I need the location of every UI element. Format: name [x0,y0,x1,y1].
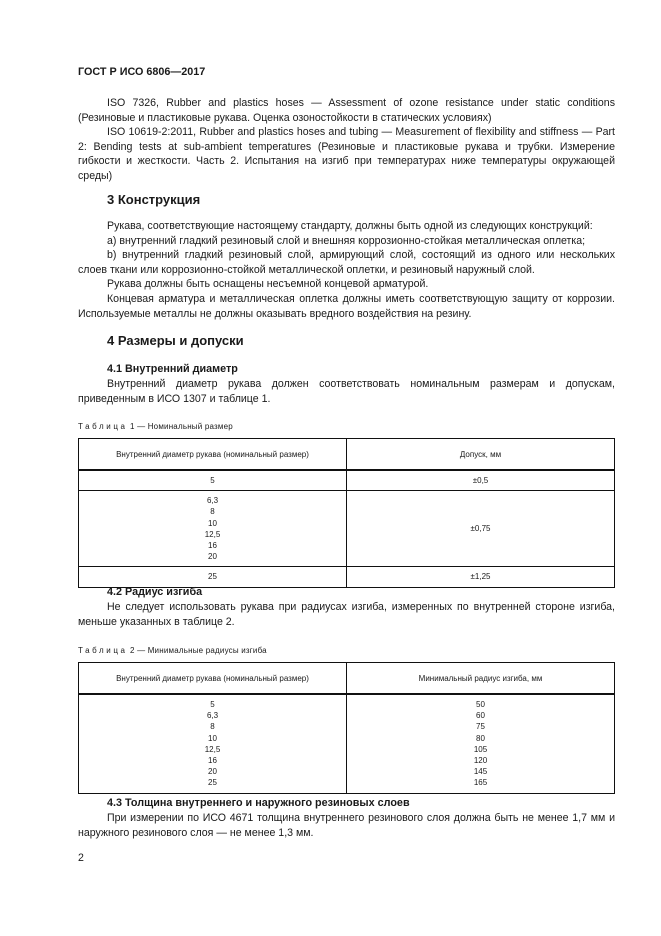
section-4-3 [78,796,615,840]
cell-value: 12,5 [204,529,221,539]
table-1 [78,438,615,588]
section-4 [78,333,615,406]
section-4-2 [78,585,615,629]
cell-value: 50 [476,700,485,709]
section-4-title: 4 Размеры и допуски [107,333,244,348]
table-row [79,470,615,491]
section-3-title: 3 Конструкция [107,192,201,207]
paragraph: Концевая арматура и металлическая оплетка должны иметь соответствующую защиту от коррозии. Используемые металлы не должны оказывать вредного воздействия на резину. [78,292,615,320]
cell-value: 120 [473,756,488,766]
section-4-2-title: 4.2 Радиус изгиба [107,586,203,598]
cell-value: 5 [210,476,215,485]
cell-value: 6,3 [206,496,219,506]
caption-label: Таблица [78,422,128,431]
table-1-caption [78,422,615,431]
reference-iso10619: ISO 10619-2:2011, Rubber and plastics hoses and tubing — Measurement of flexibility and stiffness — Part 2: Bending tests at sub-ambient temperatures (Резиновые и пластиковые рукава и трубки. Измерение гибкости и жесткости. Часть 2. Испытания на изгиб при температурах ниже температуры окружающей среды) [78,126,615,182]
cell-value: 16 [208,541,217,551]
page-number: 2 [78,852,84,864]
paragraph: Внутренний диаметр рукава должен соответствовать номинальным размерам и допускам, приведенным в ИСО 1307 и таблице 1. [78,378,615,405]
cell-value: 12,5 [204,744,221,754]
paragraph: При измерении по ИСО 4671 толщина внутреннего резинового слоя должна быть не менее 1,7 мм и наружного резинового слоя — не менее 1,3 мм. [78,812,615,839]
diameter-cell [79,694,347,793]
paragraph: Рукава должны быть оснащены несъемной концевой арматурой. [107,278,429,291]
cell-value: 25 [208,572,217,582]
cell-value: 5 [210,700,215,709]
list-item-b: b) внутренний гладкий резиновый слой, армирующий слой, состоящий из одного или нескольких слоев ткани или коррозионно-стойкой металлической оплетки, и резиновый наружный слой. [78,249,615,276]
column-header: Минимальный радиус изгиба, мм [347,663,615,695]
list-item-a: a) внутренний гладкий резиновый слой и внешняя коррозионно-стойкая металлическая оплетка; [107,234,586,247]
section-3 [78,192,615,321]
caption-text: 2 — Минимальные радиусы изгиба [127,646,267,655]
cell-value: 10 [208,733,217,743]
table-row [79,694,615,793]
reference-iso7326: ISO 7326, Rubber and plastics hoses — Assessment of ozone resistance under static conditions (Резиновые и пластиковые рукава. Оценка озоностойкости в статических условиях) [78,97,615,124]
cell-value: 8 [210,507,215,517]
table-2-caption [78,646,615,655]
table-row [79,491,615,567]
cell-value: 105 [473,744,488,754]
tolerance-cell: ±1,25 [347,567,615,587]
column-header: Допуск, мм [347,439,615,471]
diameter-cell [79,470,347,491]
cell-value: 80 [476,733,485,743]
tolerance-cell: ±0,5 [347,470,615,491]
section-4-1-title: 4.1 Внутренний диаметр [107,363,238,375]
cell-value: 20 [208,767,217,777]
column-header: Внутренний диаметр рукава (номинальный размер) [79,663,347,695]
diameter-cell [79,491,347,567]
caption-label: Таблица [78,646,128,655]
column-header: Внутренний диаметр рукава (номинальный размер) [79,439,347,471]
cell-value: 20 [208,552,217,562]
cell-value: 25 [208,778,217,788]
paragraph: Не следует использовать рукава при радиусах изгиба, измеренных по внутренней стороне изгиба, меньше указанных в таблице 2. [78,601,615,628]
radius-cell [347,694,615,793]
table-2 [78,662,615,794]
cell-value: 60 [476,711,485,721]
cell-value: 8 [210,722,215,732]
section-4-3-title: 4.3 Толщина внутреннего и наружного резиновых слоев [107,797,410,809]
cell-value: 75 [476,722,485,732]
cell-value: 145 [473,767,488,777]
cell-value: 6,3 [206,711,219,721]
cell-value: 16 [208,756,217,766]
references [78,96,615,184]
paragraph: Рукава, соответствующие настоящему стандарту, должны быть одной из следующих конструкций: [107,220,593,232]
caption-text: 1 — Номинальный размер [127,422,233,431]
document-header: ГОСТ Р ИСО 6806—2017 [78,66,206,78]
tolerance-cell: ±0,75 [347,491,615,567]
cell-value: 165 [473,778,488,788]
cell-value: 10 [208,518,217,528]
